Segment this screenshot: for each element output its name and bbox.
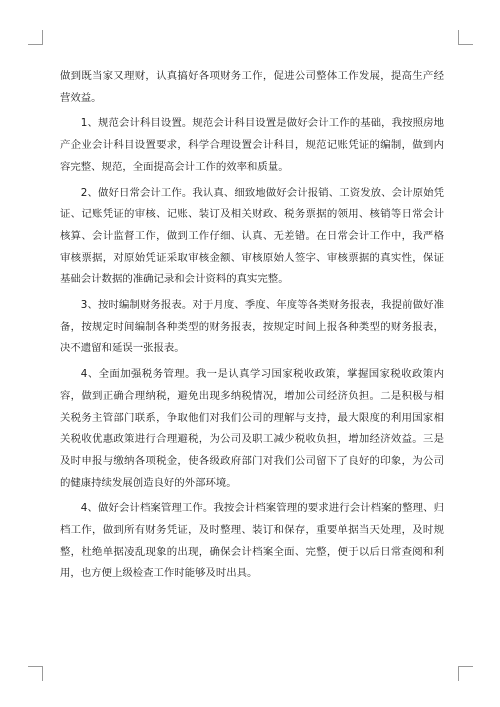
document-body [60,66,444,589]
paragraph-financial-reports: 3、按时编制财务报表。对于月度、季度、年度等各类财务报表，我提前做好准备，按规定时间编制各种类型的财务报表，按规定时间上报各种类型的财务报表，决不遗留和延误一张报表。 [60,299,444,355]
paragraph-intro: 做到既当家又理财，认真搞好各项财务工作，促进公司整体工作发展，提高生产经营效益。 [60,70,444,104]
paragraph-account-setup: 1、规范会计科目设置。规范会计科目设置是做好会计工作的基础，我按照房地产企业会计科目设置要求，科学合理设置会计科目，规范记账凭证的编制，做到内容完整、规范，全面提高会计工作的效率和质量。 [60,117,444,173]
crop-mark-top-left [28,30,43,45]
paragraph-daily-accounting: 2、做好日常会计工作。我认真、细致地做好会计报销、工资发放、会计原始凭证、记账凭证的审核、记账、装订及相关财政、税务票据的领用、核销等日常会计核算、会计监督工作，做到工作仔细、认真、无差错。在日常会计工作中，我严格审核票据，对原始凭证采取审核金额、审核原始人签字、审核票据的真实性，保证基础会计数据的准确记录和会计资料的真实完整。 [60,186,444,286]
crop-mark-bottom-left [28,666,43,681]
crop-mark-bottom-right [458,666,473,681]
crop-mark-top-right [458,30,473,45]
paragraph-tax-management: 4、全面加强税务管理。我一是认真学习国家税收政策，掌握国家税收政策内容，做到正确合理纳税，避免出现多纳税情况，增加公司经济负担。二是积极与相关税务主管部门联系，争取他们对我们公司的理解与支持，最大限度的利用国家相关税收优惠政策进行合理避税，为公司及职工减少税收负担，增加经济效益。三是及时申报与缴纳各项税金，使各级政府部门对我们公司留下了良好的印象，为公司的健康持续发展创造良好的外部环境。 [60,368,444,489]
paragraph-archive-management: 4、做好会计档案管理工作。我按会计档案管理的要求进行会计档案的整理、归档工作，做到所有财务凭证，及时整理、装订和保存，重要单据当天处理，及时规整，杜绝单据凌乱现象的出现，确保会计档案全面、完整，便于以后日常查阅和利用，也方便上级检查工作时能够及时出具。 [60,502,444,580]
